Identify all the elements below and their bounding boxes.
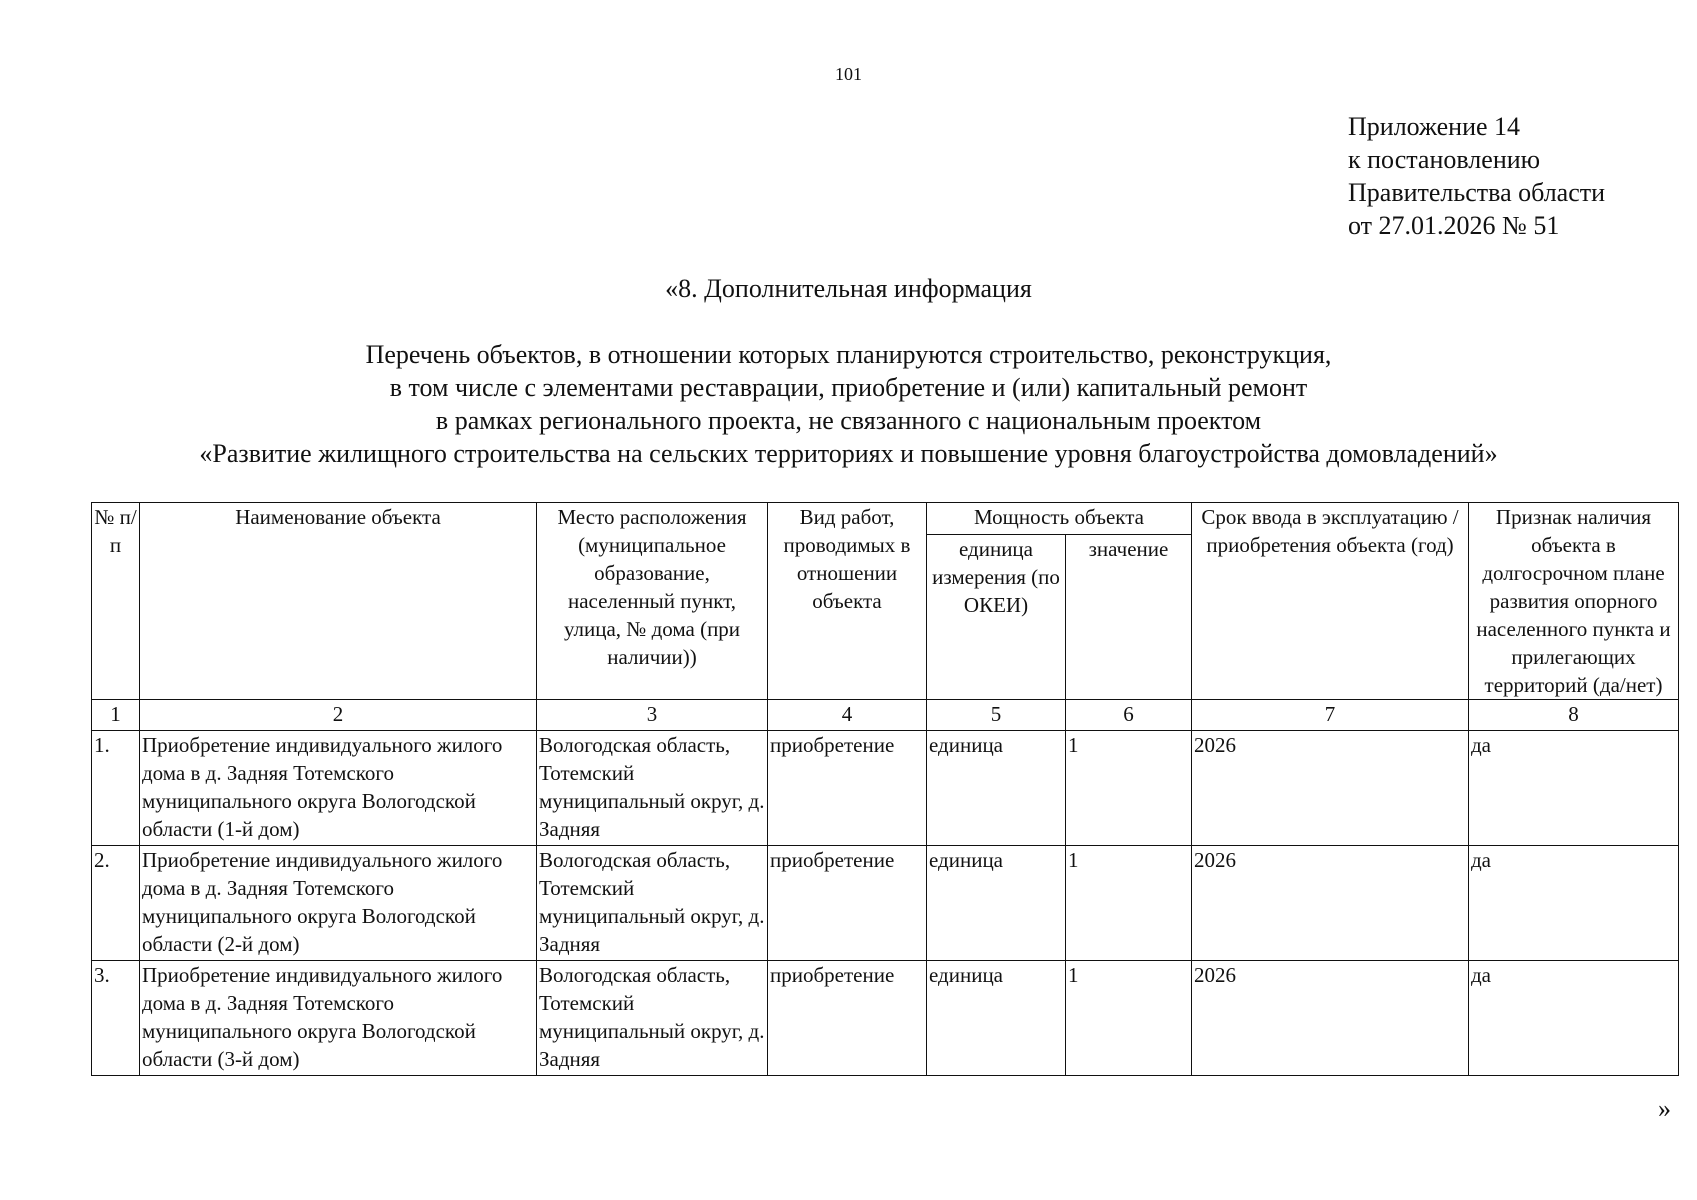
cell-sign: да — [1469, 846, 1679, 961]
cell-location: Вологодская область, Тотемский муниципальный округ, д. Задняя — [537, 731, 768, 846]
section-title: «8. Дополнительная информация — [665, 274, 1032, 303]
column-number: 5 — [927, 700, 1066, 731]
column-number: 4 — [768, 700, 927, 731]
cell-term: 2026 — [1192, 846, 1469, 961]
cell-work-type: приобретение — [768, 961, 927, 1076]
header-sign: Признак наличия объекта в долгосрочном плане развития опорного населенного пункта и прилегающих территорий (да/нет) — [1469, 503, 1679, 700]
header-name: Наименование объекта — [140, 503, 537, 700]
cell-term: 2026 — [1192, 961, 1469, 1076]
cell-value: 1 — [1066, 846, 1192, 961]
list-title-line: в рамках регионального проекта, не связанного с национальным проектом — [435, 406, 1262, 435]
table-row — [92, 731, 1679, 846]
appendix-line: Приложение 14 — [1348, 112, 1521, 141]
column-number: 1 — [92, 700, 140, 731]
table-row — [92, 846, 1679, 961]
cell-value: 1 — [1066, 731, 1192, 846]
cell-unit: единица — [927, 731, 1066, 846]
cell-unit: единица — [927, 846, 1066, 961]
header-num: № п/п — [92, 503, 140, 700]
cell-unit: единица — [927, 961, 1066, 1076]
closing-quote: » — [1658, 1094, 1671, 1123]
column-number: 7 — [1192, 700, 1469, 731]
header-capacity: Мощность объекта — [927, 503, 1192, 535]
column-numbers-row — [92, 700, 1679, 731]
appendix-line: Правительства области — [1348, 178, 1606, 207]
header-value: значение — [1066, 534, 1192, 699]
cell-location: Вологодская область, Тотемский муниципальный округ, д. Задняя — [537, 961, 768, 1076]
header-work-type: Вид работ, проводимых в отношении объекта — [768, 503, 927, 700]
header-location: Место расположения (муниципальное образование, населенный пункт, улица, № дома (при наличии)) — [537, 503, 768, 700]
appendix-block — [1348, 110, 1605, 242]
column-number: 3 — [537, 700, 768, 731]
objects-table — [91, 502, 1679, 1076]
header-unit: единица измерения (по ОКЕИ) — [927, 534, 1066, 699]
appendix-date-line: от 27.01.2026 № 51 — [1348, 211, 1560, 240]
cell-value: 1 — [1066, 961, 1192, 1076]
cell-location: Вологодская область, Тотемский муниципальный округ, д. Задняя — [537, 846, 768, 961]
table-row — [92, 961, 1679, 1076]
header-term: Срок ввода в эксплуатацию / приобретения объекта (год) — [1192, 503, 1469, 700]
column-number: 6 — [1066, 700, 1192, 731]
cell-sign: да — [1469, 731, 1679, 846]
cell-name: Приобретение индивидуального жилого дома в д. Задняя Тотемского муниципального округа Вологодской области (1-й дом) — [140, 731, 537, 846]
column-number: 2 — [140, 700, 537, 731]
page-number: 101 — [835, 64, 862, 84]
cell-num: 3. — [92, 961, 140, 1076]
cell-num: 2. — [92, 846, 140, 961]
cell-name: Приобретение индивидуального жилого дома в д. Задняя Тотемского муниципального округа Вологодской области (2-й дом) — [140, 846, 537, 961]
cell-work-type: приобретение — [768, 731, 927, 846]
column-number: 8 — [1469, 700, 1679, 731]
list-title — [0, 338, 1697, 470]
cell-num: 1. — [92, 731, 140, 846]
cell-sign: да — [1469, 961, 1679, 1076]
list-title-line: в том числе с элементами реставрации, приобретение и (или) капитальный ремонт — [389, 373, 1308, 402]
cell-term: 2026 — [1192, 731, 1469, 846]
list-title-line: Перечень объектов, в отношении которых планируются строительство, реконструкция, — [365, 340, 1332, 369]
cell-work-type: приобретение — [768, 846, 927, 961]
appendix-line: к постановлению — [1348, 145, 1541, 174]
cell-name: Приобретение индивидуального жилого дома в д. Задняя Тотемского муниципального округа Вологодской области (3-й дом) — [140, 961, 537, 1076]
list-title-line: «Развитие жилищного строительства на сельских территориях и повышение уровня благоустройства домовладений» — [199, 439, 1498, 468]
